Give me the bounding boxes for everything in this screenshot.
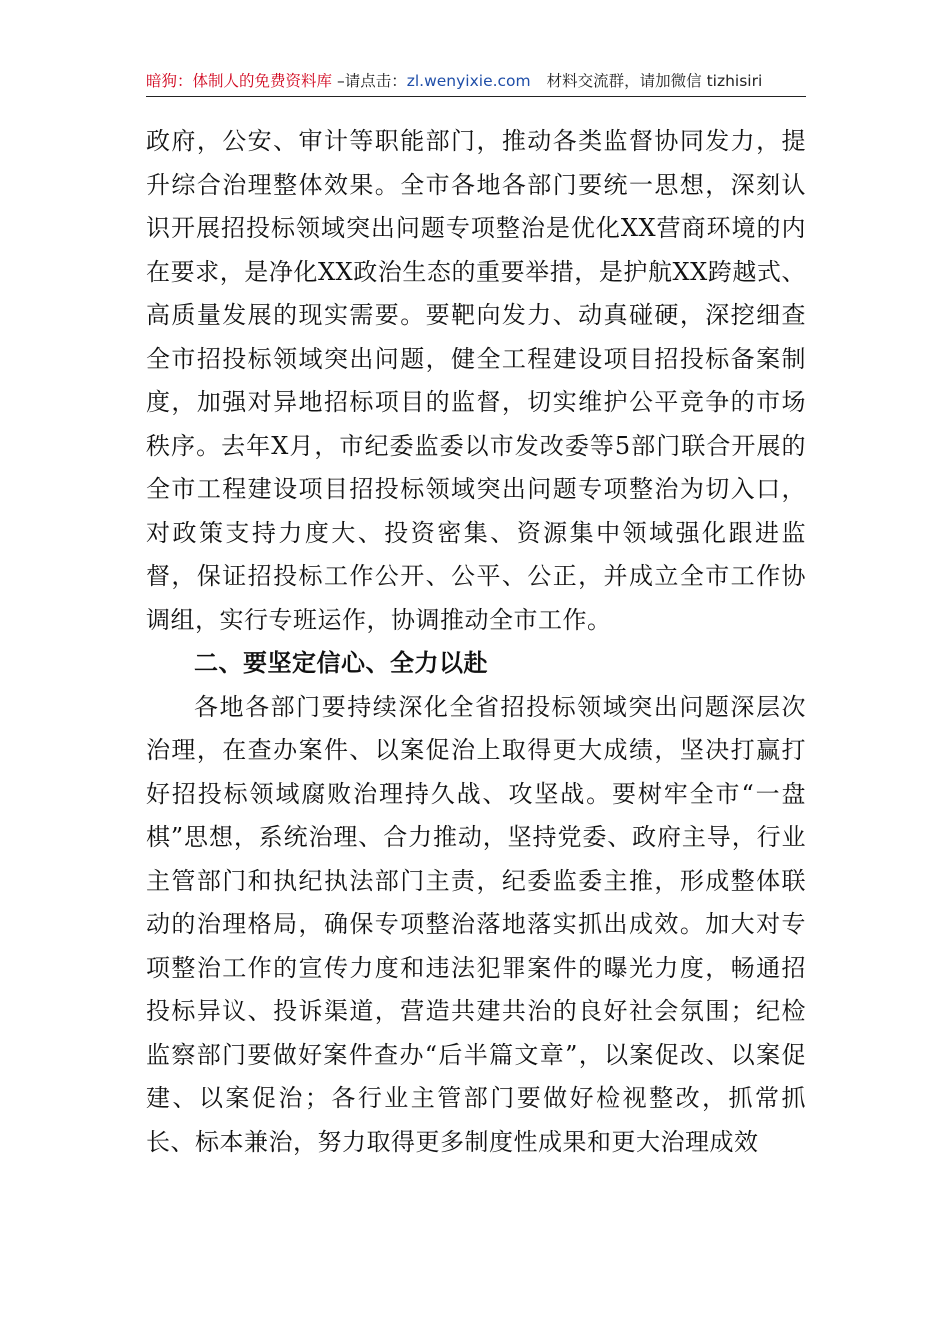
- header-website-link[interactable]: zl.wenyixie.com: [406, 72, 531, 90]
- header-wechat-info: 材料交流群，请加微信 tizhisiri: [546, 72, 763, 90]
- document-body: [146, 120, 806, 1164]
- page-header: [146, 66, 806, 97]
- paragraph-1: 政府，公安、审计等职能部门，推动各类监督协同发力，提升综合治理整体效果。全市各地各部门要统一思想，深刻认识开展招投标领域突出问题专项整治是优化XX营商环境的内在要求，是净化XX政治生态的重要举措，是护航XX跨越式、高质量发展的现实需要。要靶向发力、动真碰硬，深挖细查全市招投标领域突出问题，健全工程建设项目招投标备案制度，加强对异地招标项目的监督，切实维护公平竞争的市场秩序。去年X月，市纪委监委以市发改委等5部门联合开展的全市工程建设项目招投标领域突出问题专项整治为切入口，对政策支持力度大、投资密集、资源集中领域强化跟进监督，保证招投标工作公开、公平、公正，并成立全市工作协调组，实行专班运作，协调推动全市工作。: [146, 127, 806, 634]
- section-heading: 二、要坚定信心、全力以赴: [194, 649, 488, 677]
- header-click-prompt: –请点击：: [332, 72, 407, 90]
- paragraph-2: 各地各部门要持续深化全省招投标领域突出问题深层次治理，在查办案件、以案促治上取得更大成绩，坚决打赢打好招投标领域腐败治理持久战、攻坚战。要树牢全市“一盘棋”思想，系统治理、合力推动，坚持党委、政府主导，行业主管部门和执纪执法部门主责，纪委监委主推，形成整体联动的治理格局，确保专项整治落地落实抓出成效。加大对专项整治工作的宣传力度和违法犯罪案件的曝光力度，畅通招投标异议、投诉渠道，营造共建共治的良好社会氛围；纪检监察部门要做好案件查办“后半篇文章”，以案促改、以案促建、以案促治；各行业主管部门要做好检视整改，抓常抓长、标本兼治，努力取得更多制度性成果和更大治理成效: [146, 692, 806, 1156]
- header-brand: 暗狗：体制人的免费资料库: [146, 72, 333, 90]
